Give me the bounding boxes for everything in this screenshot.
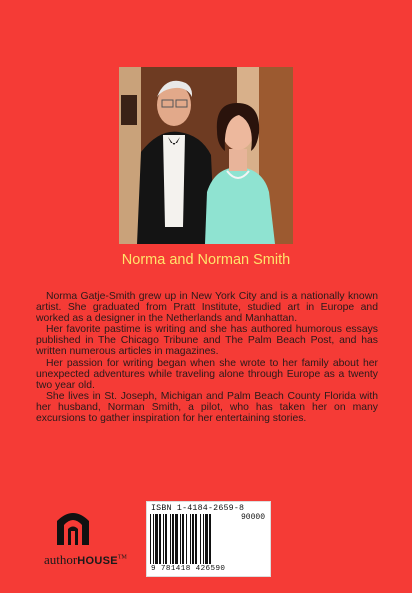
bio-paragraph: Her favorite pastime is writing and she has authored humorous essays published in The Chicago Tribune and The Palm Beach Post, and has written numerous articles in magazines.: [36, 324, 378, 358]
ean-digits: 9 781418 426590: [151, 565, 226, 573]
bio-paragraph: Norma Gatje-Smith grew up in New York City and is a nationally known artist. She graduated from Pratt Institute, studied art in Europe and worked as a designer in the Netherlands and Manhattan.: [36, 291, 378, 325]
photo-caption: Norma and Norman Smith: [121, 252, 291, 268]
barcode-bar: [205, 514, 208, 564]
barcode-bar: [209, 514, 211, 564]
barcode-bar: [172, 514, 174, 564]
author-photo: [119, 67, 293, 244]
price-code: 90000: [240, 513, 265, 522]
barcode-bar: [186, 514, 187, 564]
bio-paragraph: Her passion for writing began when she wrote to her family about her unexpected adventures while traveling alone through Europe as a twenty two year old.: [36, 357, 378, 391]
barcode-bars: [150, 514, 242, 564]
publisher-house: HOUSE: [77, 555, 118, 567]
couple-photo-illustration: [119, 67, 293, 244]
house-arch-icon: [54, 505, 92, 547]
publisher-prefix: author: [44, 552, 78, 567]
barcode-bar: [159, 514, 161, 564]
trademark: TM: [117, 554, 127, 561]
barcode-bar: [180, 514, 181, 564]
barcode-bar: [175, 514, 178, 564]
barcode-bar: [153, 514, 154, 564]
isbn-label: ISBN 1-4184-2659-8: [151, 504, 245, 513]
barcode-bar: [203, 514, 204, 564]
barcode-bar: [165, 514, 167, 564]
barcode-bar: [155, 514, 158, 564]
barcode-bar: [182, 514, 184, 564]
barcode-bar: [163, 514, 164, 564]
barcode-bar: [195, 514, 197, 564]
barcode-bar: [150, 514, 151, 564]
author-bio: [36, 291, 378, 424]
bio-paragraph: She lives in St. Joseph, Michigan and Palm Beach County Florida with her husband, Norman Smith, a pilot, who has taken her on many excursions to gather inspiration for her entertaining stories.: [36, 390, 378, 425]
barcode-bar: [170, 514, 171, 564]
barcode-bar: [190, 514, 191, 564]
isbn-barcode: [146, 501, 271, 577]
publisher-logo: [44, 505, 138, 571]
publisher-name: [44, 552, 138, 568]
barcode-bar: [200, 514, 201, 564]
barcode-bar: [192, 514, 194, 564]
